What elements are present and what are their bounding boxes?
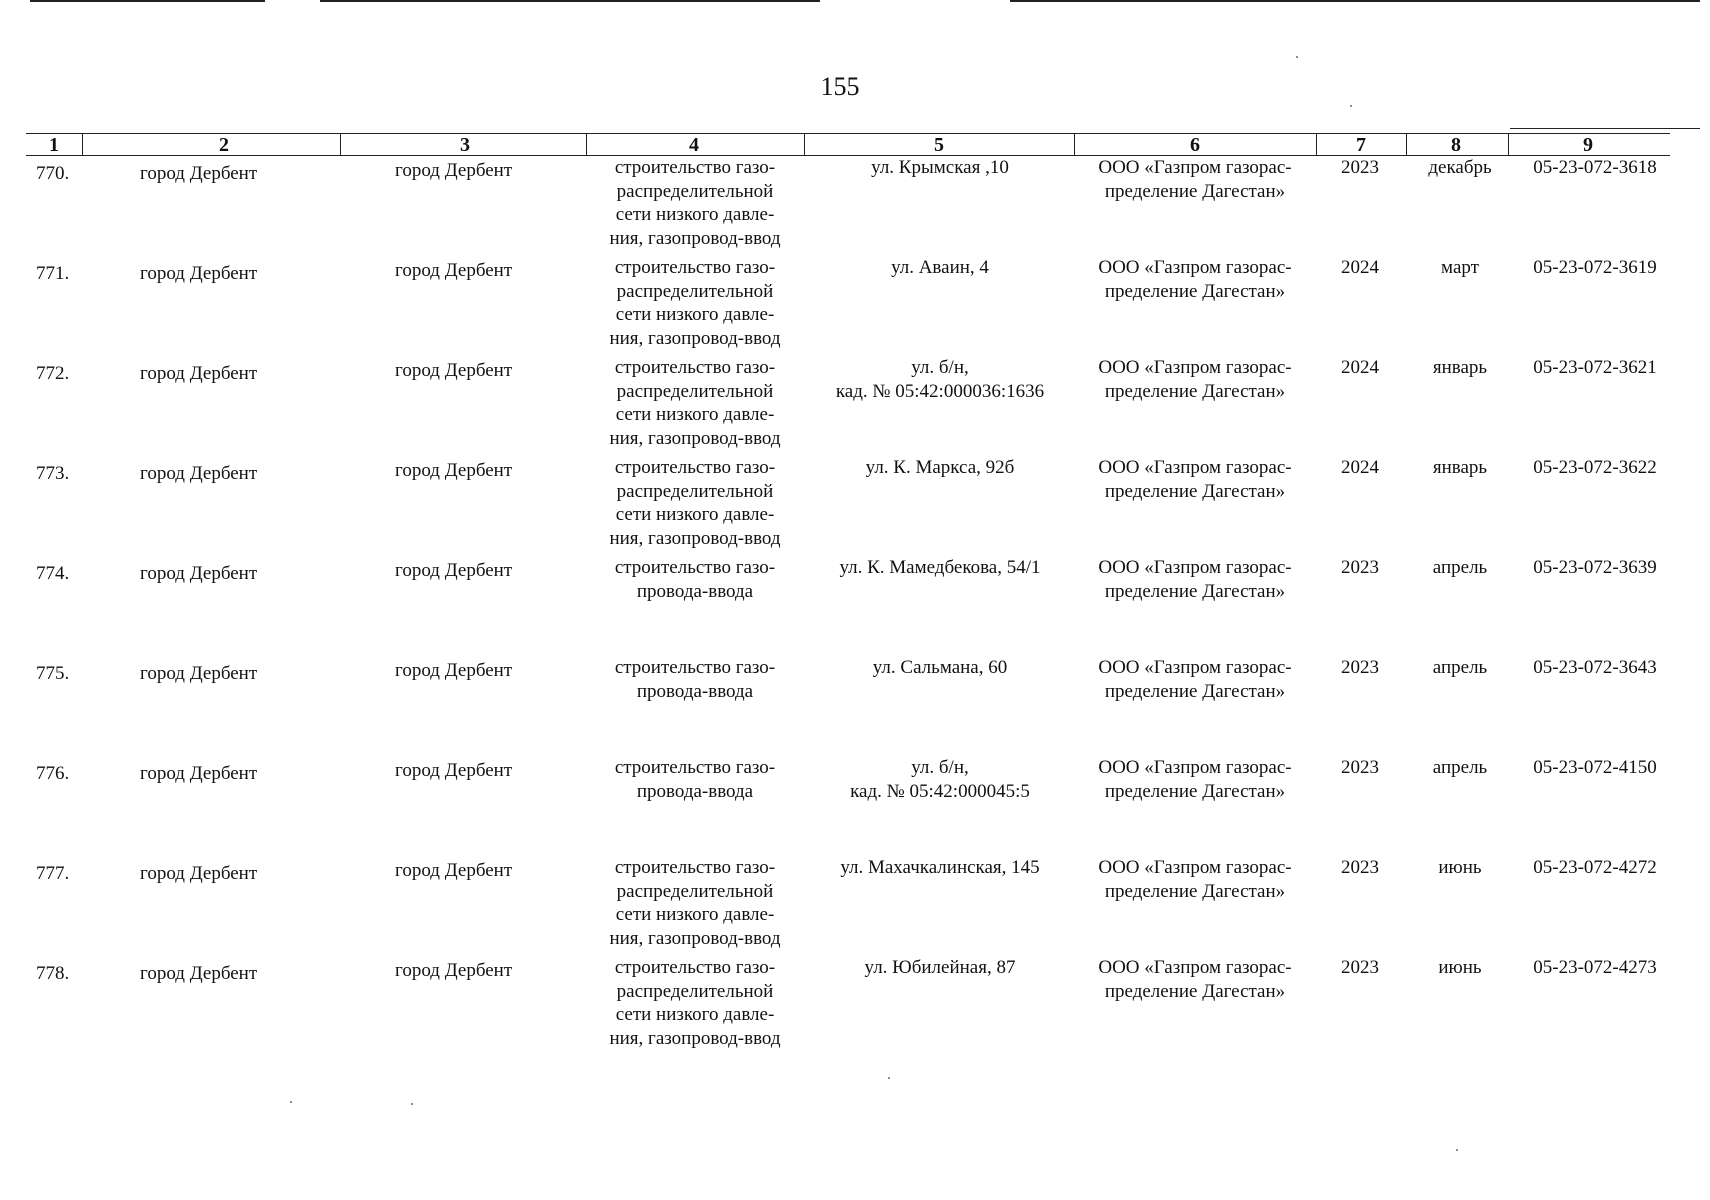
- work-description-line: распределительной: [616, 980, 774, 1002]
- municipal-district-cell: город Дербент: [140, 563, 258, 584]
- work-description-cell: [590, 256, 800, 350]
- work-description-line: распределительной: [616, 280, 774, 302]
- column-header: 8: [1451, 134, 1461, 156]
- registry-code-cell: 05-23-072-3643: [1533, 657, 1657, 678]
- page-number: 155: [820, 72, 860, 101]
- header-top-rule: [1510, 128, 1700, 129]
- settlement-cell: город Дербент: [395, 660, 513, 681]
- month-cell: апрель: [1432, 557, 1488, 578]
- month-cell: июнь: [1438, 857, 1482, 878]
- municipal-district-cell: город Дербент: [140, 763, 258, 784]
- organization-line: пределение Дагестан»: [1104, 580, 1286, 602]
- work-description-line: распределительной: [616, 380, 774, 402]
- table-header: [26, 133, 1670, 156]
- work-description-line: сети низкого давле-: [615, 304, 775, 325]
- organization-line: ООО «Газпром газорас-: [1098, 157, 1292, 178]
- object-address-line: ул. б/н,: [911, 357, 969, 378]
- table-row: [0, 156, 1710, 256]
- work-description-cell: [590, 856, 800, 950]
- year-cell: 2023: [1341, 857, 1379, 878]
- object-address-line: кад. № 05:42:000045:5: [850, 780, 1030, 802]
- organization-line: ООО «Газпром газорас-: [1098, 957, 1292, 978]
- scan-speck: [1296, 56, 1298, 58]
- work-description-cell: [590, 756, 800, 803]
- organization-cell: [1080, 856, 1310, 903]
- organization-cell: [1080, 556, 1310, 603]
- year-cell: 2024: [1341, 357, 1379, 378]
- month-cell: апрель: [1432, 657, 1488, 678]
- scan-speck: [1350, 105, 1352, 107]
- organization-line: пределение Дагестан»: [1104, 880, 1286, 902]
- work-description-cell: [590, 356, 800, 450]
- organization-line: пределение Дагестан»: [1104, 780, 1286, 802]
- scan-speck: [411, 1103, 413, 1105]
- work-description-line: распределительной: [616, 180, 774, 202]
- column-header: 6: [1190, 134, 1200, 156]
- year-cell: 2024: [1341, 257, 1379, 278]
- column-header: 3: [460, 134, 470, 156]
- row-number-cell: 770.: [36, 163, 70, 184]
- month-cell: январь: [1432, 457, 1488, 478]
- organization-line: пределение Дагестан»: [1104, 480, 1286, 502]
- object-address-line: ул. К. Мамедбекова, 54/1: [839, 557, 1041, 578]
- work-description-line: строительство газо-: [614, 557, 776, 578]
- organization-cell: [1080, 256, 1310, 303]
- work-description-line: провода-ввода: [636, 780, 754, 802]
- organization-line: ООО «Газпром газорас-: [1098, 657, 1292, 678]
- table-row: [0, 556, 1710, 656]
- month-cell: январь: [1432, 357, 1488, 378]
- registry-code-cell: 05-23-072-3619: [1533, 257, 1657, 278]
- row-number-cell: 773.: [36, 463, 70, 484]
- object-address-line: ул. Крымская ,10: [871, 157, 1009, 178]
- table-row: [0, 956, 1710, 1056]
- work-description-cell: [590, 956, 800, 1050]
- municipal-district-cell: город Дербент: [140, 163, 258, 184]
- column-header: 2: [219, 134, 229, 156]
- table-row: [0, 256, 1710, 356]
- table-row: [0, 456, 1710, 556]
- work-description-line: сети низкого давле-: [615, 404, 775, 425]
- work-description-line: строительство газо-: [614, 457, 776, 478]
- settlement-cell: город Дербент: [395, 360, 513, 381]
- work-description-line: сети низкого давле-: [615, 1004, 775, 1025]
- registry-code-cell: 05-23-072-4273: [1533, 957, 1657, 978]
- object-address-cell: [810, 956, 1070, 980]
- organization-cell: [1080, 156, 1310, 203]
- month-cell: апрель: [1432, 757, 1488, 778]
- organization-line: пределение Дагестан»: [1104, 180, 1286, 202]
- work-description-line: распределительной: [616, 880, 774, 902]
- month-cell: март: [1441, 257, 1479, 278]
- scan-speck: [290, 1101, 292, 1103]
- year-cell: 2024: [1341, 457, 1379, 478]
- organization-line: ООО «Газпром газорас-: [1098, 457, 1292, 478]
- organization-line: пределение Дагестан»: [1104, 980, 1286, 1002]
- organization-line: пределение Дагестан»: [1104, 680, 1286, 702]
- settlement-cell: город Дербент: [395, 960, 513, 981]
- work-description-line: ния, газопровод-ввод: [609, 1027, 781, 1049]
- organization-line: пределение Дагестан»: [1104, 380, 1286, 402]
- work-description-line: ния, газопровод-ввод: [609, 227, 781, 249]
- work-description-line: строительство газо-: [614, 857, 776, 878]
- row-number-cell: 777.: [36, 863, 70, 884]
- work-description-line: провода-ввода: [636, 580, 754, 602]
- year-cell: 2023: [1341, 657, 1379, 678]
- object-address-line: ул. Аваин, 4: [891, 257, 989, 278]
- year-cell: 2023: [1341, 757, 1379, 778]
- registry-code-cell: 05-23-072-3622: [1533, 457, 1657, 478]
- scan-speck: [888, 1077, 890, 1079]
- municipal-district-cell: город Дербент: [140, 263, 258, 284]
- column-header: 9: [1583, 134, 1593, 156]
- settlement-cell: город Дербент: [395, 460, 513, 481]
- organization-line: ООО «Газпром газорас-: [1098, 857, 1292, 878]
- row-number-cell: 771.: [36, 263, 70, 284]
- scan-edge-line: [30, 0, 265, 2]
- settlement-cell: город Дербент: [395, 260, 513, 281]
- work-description-line: строительство газо-: [614, 357, 776, 378]
- organization-line: ООО «Газпром газорас-: [1098, 257, 1292, 278]
- year-cell: 2023: [1341, 157, 1379, 178]
- settlement-cell: город Дербент: [395, 760, 513, 781]
- month-cell: июнь: [1438, 957, 1482, 978]
- work-description-line: строительство газо-: [614, 257, 776, 278]
- year-cell: 2023: [1341, 557, 1379, 578]
- object-address-cell: [810, 256, 1070, 280]
- table-row: [0, 756, 1710, 856]
- work-description-line: сети низкого давле-: [615, 504, 775, 525]
- registry-code-cell: 05-23-072-3618: [1533, 157, 1657, 178]
- work-description-line: строительство газо-: [614, 757, 776, 778]
- municipal-district-cell: город Дербент: [140, 963, 258, 984]
- work-description-line: строительство газо-: [614, 157, 776, 178]
- object-address-line: ул. К. Маркса, 92б: [865, 457, 1015, 478]
- object-address-line: ул. Махачкалинская, 145: [840, 857, 1040, 878]
- column-header: 5: [934, 134, 944, 156]
- municipal-district-cell: город Дербент: [140, 663, 258, 684]
- row-number-cell: 778.: [36, 963, 70, 984]
- settlement-cell: город Дербент: [395, 860, 513, 881]
- work-description-cell: [590, 656, 800, 703]
- organization-cell: [1080, 456, 1310, 503]
- work-description-line: сети низкого давле-: [615, 904, 775, 925]
- work-description-cell: [590, 156, 800, 250]
- organization-cell: [1080, 756, 1310, 803]
- object-address-line: ул. б/н,: [911, 757, 969, 778]
- table-row: [0, 856, 1710, 956]
- registry-code-cell: 05-23-072-4272: [1533, 857, 1657, 878]
- work-description-line: распределительной: [616, 480, 774, 502]
- registry-code-cell: 05-23-072-3639: [1533, 557, 1657, 578]
- scan-edge-line: [320, 0, 820, 2]
- object-address-cell: [810, 856, 1070, 880]
- row-number-cell: 772.: [36, 363, 70, 384]
- work-description-cell: [590, 456, 800, 550]
- organization-cell: [1080, 956, 1310, 1003]
- object-address-cell: [810, 556, 1070, 580]
- organization-line: ООО «Газпром газорас-: [1098, 357, 1292, 378]
- work-description-line: ния, газопровод-ввод: [609, 327, 781, 349]
- scan-edge-line: [1010, 0, 1700, 2]
- object-address-cell: [810, 756, 1070, 803]
- organization-line: ООО «Газпром газорас-: [1098, 757, 1292, 778]
- municipal-district-cell: город Дербент: [140, 863, 258, 884]
- table-row: [0, 356, 1710, 456]
- work-description-line: провода-ввода: [636, 680, 754, 702]
- organization-line: пределение Дагестан»: [1104, 280, 1286, 302]
- work-description-line: строительство газо-: [614, 657, 776, 678]
- column-header: 7: [1356, 134, 1366, 156]
- registry-code-cell: 05-23-072-4150: [1533, 757, 1657, 778]
- organization-line: ООО «Газпром газорас-: [1098, 557, 1292, 578]
- month-cell: декабрь: [1428, 157, 1492, 178]
- organization-cell: [1080, 656, 1310, 703]
- row-number-cell: 774.: [36, 563, 70, 584]
- column-header: 4: [689, 134, 699, 156]
- object-address-cell: [810, 156, 1070, 180]
- row-number-cell: 776.: [36, 763, 70, 784]
- table-row: [0, 656, 1710, 756]
- work-description-line: ния, газопровод-ввод: [609, 927, 781, 949]
- object-address-cell: [810, 356, 1070, 403]
- settlement-cell: город Дербент: [395, 160, 513, 181]
- work-description-line: ния, газопровод-ввод: [609, 427, 781, 449]
- work-description-line: строительство газо-: [614, 957, 776, 978]
- registry-code-cell: 05-23-072-3621: [1533, 357, 1657, 378]
- year-cell: 2023: [1341, 957, 1379, 978]
- object-address-line: ул. Юбилейная, 87: [864, 957, 1016, 978]
- work-description-cell: [590, 556, 800, 603]
- organization-cell: [1080, 356, 1310, 403]
- work-description-line: сети низкого давле-: [615, 204, 775, 225]
- municipal-district-cell: город Дербент: [140, 463, 258, 484]
- object-address-cell: [810, 456, 1070, 480]
- municipal-district-cell: город Дербент: [140, 363, 258, 384]
- object-address-line: кад. № 05:42:000036:1636: [835, 380, 1045, 402]
- settlement-cell: город Дербент: [395, 560, 513, 581]
- row-number-cell: 775.: [36, 663, 70, 684]
- scan-speck: [1456, 1149, 1458, 1151]
- object-address-cell: [810, 656, 1070, 680]
- column-header: 1: [49, 134, 59, 156]
- object-address-line: ул. Сальмана, 60: [872, 657, 1008, 678]
- work-description-line: ния, газопровод-ввод: [609, 527, 781, 549]
